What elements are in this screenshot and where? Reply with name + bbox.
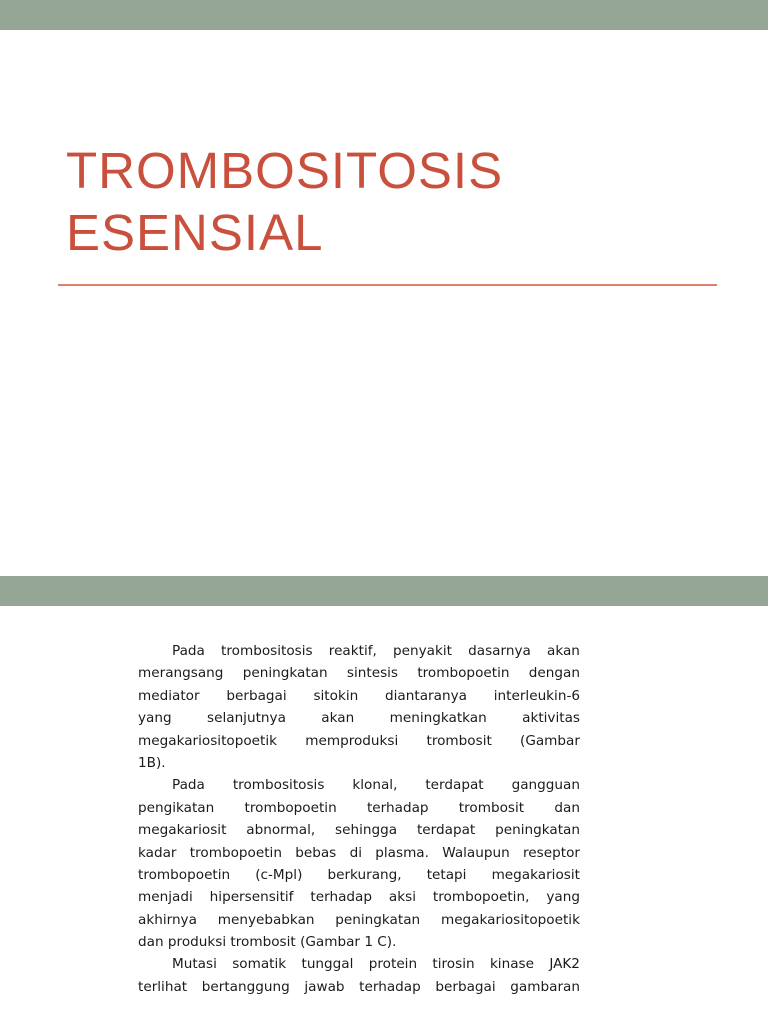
- text-line: megakariosit abnormal, sehingga terdapat peningkatan: [138, 822, 580, 839]
- slide-title: [66, 140, 706, 264]
- text-line: terlihat bertanggung jawab terhadap berbagai gambaran: [138, 978, 580, 995]
- title-line-2: ESENSIAL: [66, 204, 324, 261]
- text-line: Pada trombositosis klonal, terdapat gangguan: [172, 777, 580, 794]
- text-line: yang selanjutnya akan meningkatkan aktivitas: [138, 710, 580, 727]
- text-line: merangsang peningkatan sintesis trombopoetin dengan: [138, 665, 580, 682]
- text-line: trombopoetin (c-Mpl) berkurang, tetapi megakariosit: [138, 866, 580, 883]
- text-line: akhirnya menyebabkan peningkatan megakariositopoetik: [138, 911, 580, 928]
- top-accent-bar: [0, 0, 768, 30]
- title-divider: [58, 284, 717, 286]
- content-slide: [0, 576, 768, 1024]
- document-excerpt: [138, 640, 580, 998]
- text-line: 1B).: [138, 754, 166, 771]
- text-line: kadar trombopoetin bebas di plasma. Walaupun reseptor: [138, 844, 580, 861]
- text-line: dan produksi trombosit (Gambar 1 C).: [138, 934, 397, 951]
- title-line-1: TROMBOSITOSIS: [66, 142, 504, 199]
- text-line: menjadi hipersensitif terhadap aksi trombopoetin, yang: [138, 889, 580, 906]
- top-accent-bar: [0, 576, 768, 606]
- text-line: megakariositopoetik memproduksi trombosit (Gambar: [138, 732, 580, 749]
- text-line: pengikatan trombopoetin terhadap trombosit dan: [138, 799, 580, 816]
- text-line: mediator berbagai sitokin diantaranya interleukin-6: [138, 687, 580, 704]
- text-line: Pada trombositosis reaktif, penyakit dasarnya akan: [172, 643, 580, 659]
- text-line: Mutasi somatik tunggal protein tirosin kinase JAK2: [172, 956, 580, 973]
